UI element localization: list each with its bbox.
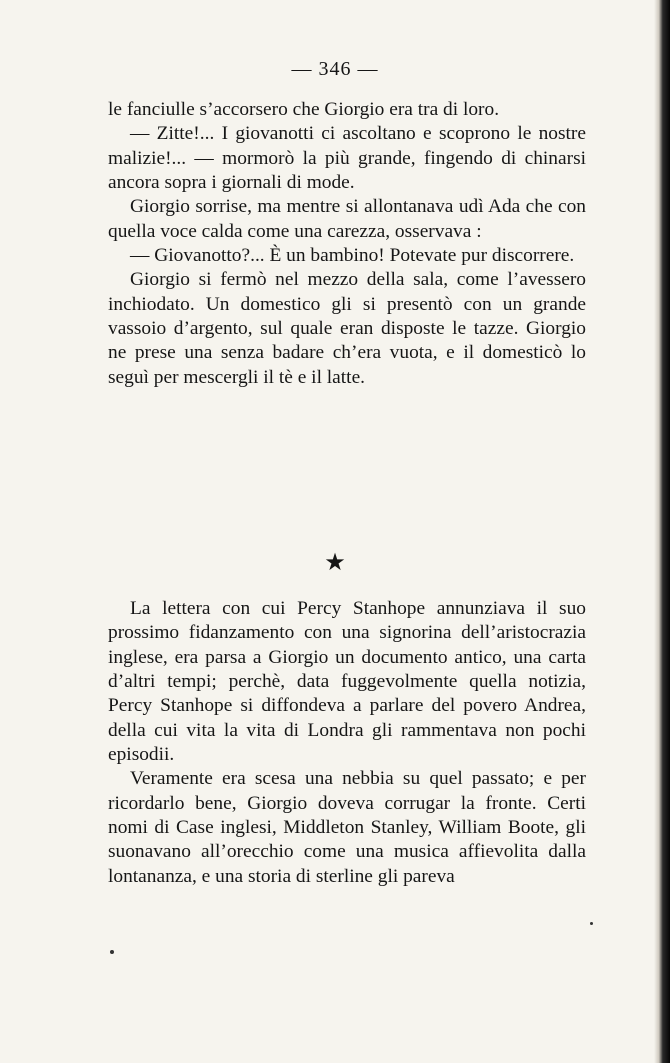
paragraph: le fanciulle s’accorsero che Giorgio era tra di loro. [108, 99, 500, 120]
paragraph: — Zitte!... I giovanotti ci ascoltano e scoprono le nostre malizie!... — mormorò la più grande, fingendo di chinarsi ancora sopra i giornali di mode. [108, 123, 586, 194]
text-section-1 [108, 98, 586, 390]
ink-speck [110, 950, 114, 954]
paragraph: Giorgio si fermò nel mezzo della sala, come l’avessero inchiodato. Un domestico gli si presentò con un grande vassoio d’argento, sul quale eran disposte le tazze. Giorgio ne prese una senza badare ch’era vuota, e il domesticò lo seguì per mescergli il tè e il latte. [108, 269, 586, 388]
page-edge-shadow [654, 0, 670, 1063]
text-section-2 [108, 597, 586, 889]
section-separator-star-icon: ★ [324, 550, 346, 576]
ink-speck [590, 922, 593, 925]
paragraph: — Giovanotto?... È un bambino! Potevate pur discorrere. [130, 245, 575, 267]
page-number: — 346 — [291, 58, 379, 80]
paragraph: La lettera con cui Percy Stanhope annunziava il suo prossimo fidanzamento con una signorina dell’aristocrazia inglese, era parsa a Giorgio un documento antico, una carta d’altri tempi; perchè, data fuggevolmente quella notizia, Percy Stanhope si diffondeva a parlare del povero Andrea, della cui vita la vita di Londra gli rammentava non pochi episodii. [108, 598, 586, 766]
paragraph: Veramente era scesa una nebbia su quel passato; e per ricordarlo bene, Giorgio doveva corrugar la fronte. Certi nomi di Case inglesi, Middleton Stanley, William Boote, gli suonavano all’orecchio come una musica affievolita dalla lontananza, e una storia di sterline gli pareva [108, 768, 586, 887]
paragraph: Giorgio sorrise, ma mentre si allontanava udì Ada che con quella voce calda come una carezza, osservava : [108, 196, 586, 242]
